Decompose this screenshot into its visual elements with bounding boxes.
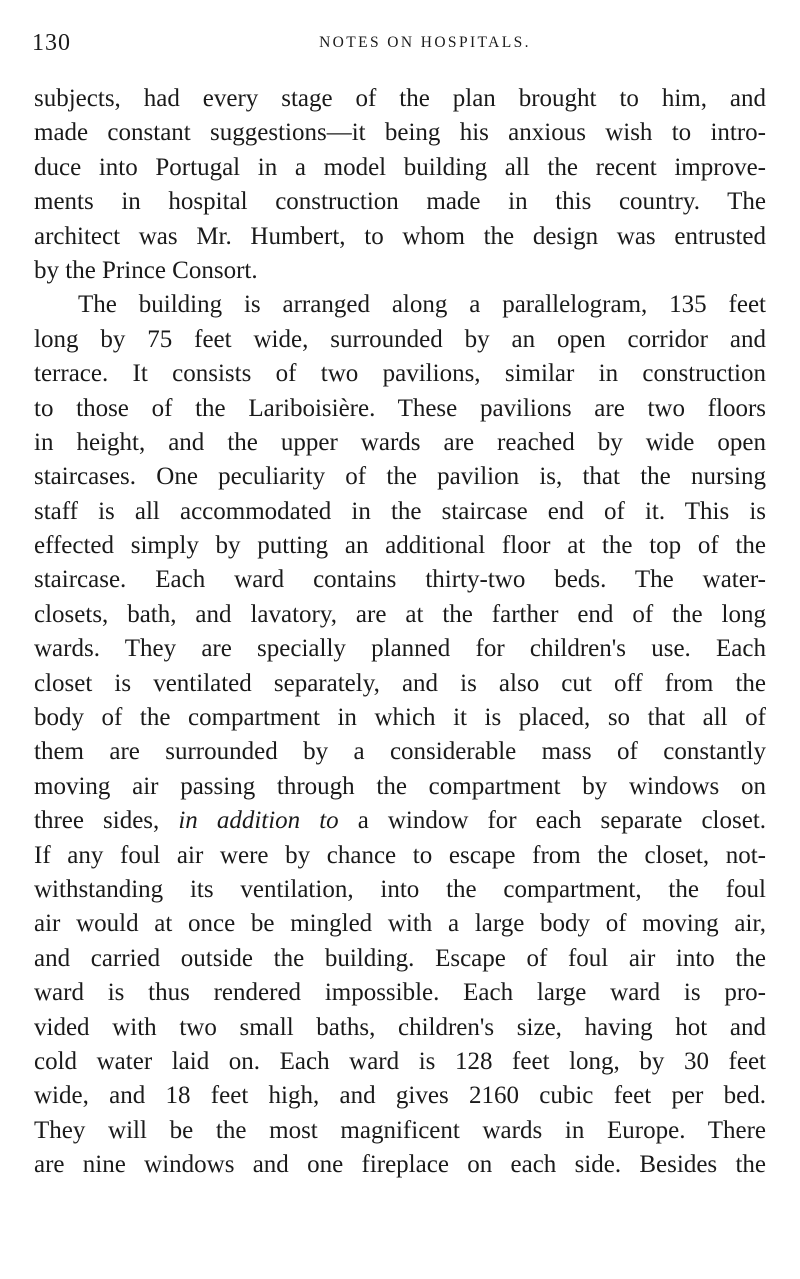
- text-line: to those of the Lariboisière. These pavilions are two floors: [34, 394, 766, 422]
- text-run: three sides,: [34, 807, 179, 835]
- text-line: They will be the most magnificent wards in Europe. There: [34, 1116, 766, 1144]
- text-line: If any foul air were by chance to escape from the closet, not-: [34, 841, 766, 869]
- text-line: duce into Portugal in a model building all the recent improve-: [34, 153, 766, 181]
- text-line: subjects, had every stage of the plan brought to him, and: [34, 85, 766, 112]
- running-title: NOTES ON HOSPITALS.: [319, 34, 531, 51]
- text-line: The building is arranged along a parallelogram, 135 feet: [78, 291, 766, 319]
- text-line: them are surrounded by a considerable mass of constantly: [34, 738, 766, 766]
- text-line: and carried outside the building. Escape of foul air into the: [34, 944, 766, 972]
- text-line: in height, and the upper wards are reached by wide open: [34, 428, 766, 456]
- text-line-with-italic: [34, 804, 766, 838]
- text-line: body of the compartment in which it is placed, so that all of: [34, 704, 766, 732]
- page-number: 130: [32, 30, 71, 56]
- text-line: staircases. One peculiarity of the pavilion is, that the nursing: [34, 463, 766, 491]
- text-line: moving air passing through the compartment by windows on: [34, 772, 766, 800]
- text-line: terrace. It consists of two pavilions, similar in construction: [34, 360, 766, 388]
- running-head: [32, 30, 768, 60]
- italic-phrase: in addition to: [178, 807, 339, 835]
- text-line: architect was Mr. Humbert, to whom the design was entrusted: [34, 222, 766, 250]
- text-line: air would at once be mingled with a large body of moving air,: [34, 910, 766, 938]
- text-line: staircase. Each ward contains thirty-two beds. The water-: [34, 566, 766, 594]
- text-line: wards. They are specially planned for children's use. Each: [34, 635, 766, 663]
- text-line: withstanding its ventilation, into the compartment, the foul: [34, 875, 766, 903]
- text-line: closets, bath, and lavatory, are at the farther end of the long: [34, 600, 766, 628]
- text-line: effected simply by putting an additional floor at the top of the: [34, 532, 766, 560]
- text-line: made constant suggestions—it being his anxious wish to intro-: [34, 119, 766, 147]
- text-line: long by 75 feet wide, surrounded by an open corridor and: [34, 325, 766, 353]
- text-line: vided with two small baths, children's size, having hot and: [34, 1013, 766, 1041]
- text-line: are nine windows and one fireplace on each side. Besides the: [34, 1151, 766, 1179]
- text-line: closet is ventilated separately, and is also cut off from the: [34, 669, 766, 697]
- text-line: cold water laid on. Each ward is 128 feet long, by 30 feet: [34, 1047, 766, 1075]
- text-line: wide, and 18 feet high, and gives 2160 cubic feet per bed.: [34, 1082, 766, 1110]
- text-line: by the Prince Consort.: [34, 256, 258, 284]
- text-line: staff is all accommodated in the staircase end of it. This is: [34, 497, 766, 525]
- body-text: [34, 82, 766, 1183]
- text-run: a window for each separate closet.: [338, 807, 767, 835]
- text-line: ments in hospital construction made in this country. The: [34, 188, 766, 216]
- text-line: ward is thus rendered impossible. Each large ward is pro-: [34, 979, 766, 1007]
